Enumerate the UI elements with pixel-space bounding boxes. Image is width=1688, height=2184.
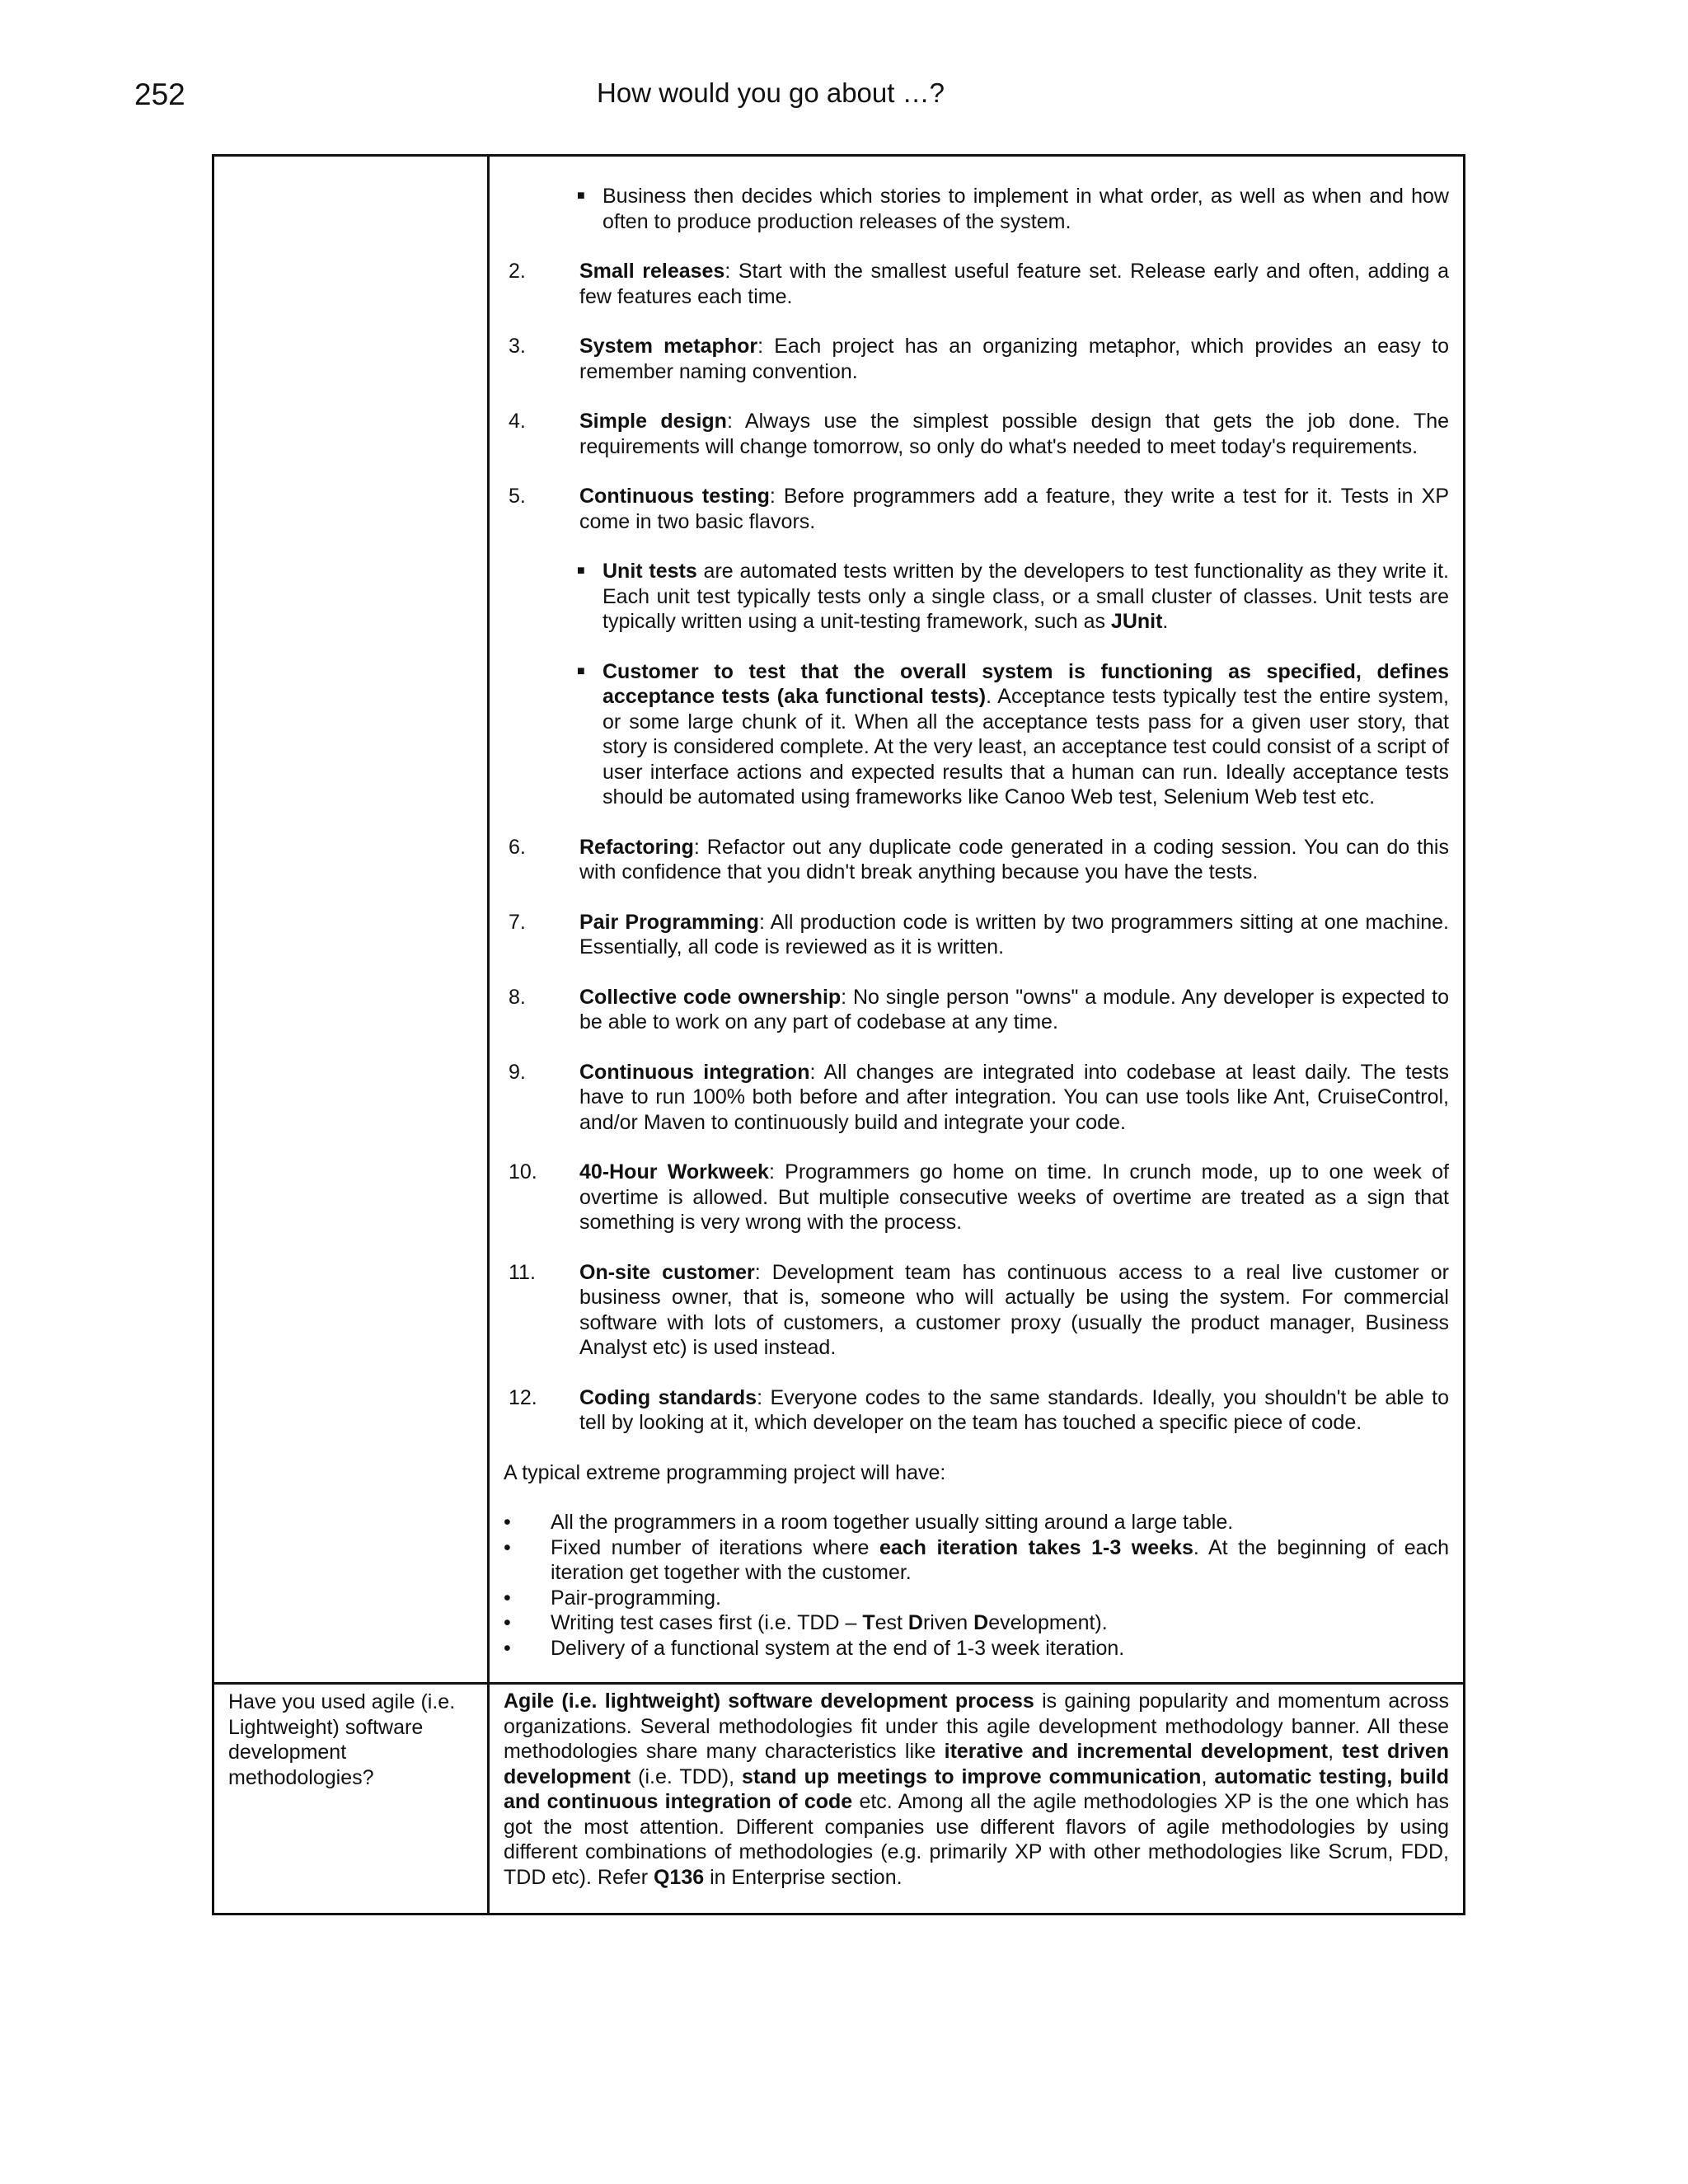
list-item: 11. On-site customer: Development team has continuous access to a real live customer or business owner, that is, someone who will actually be using the system. For commercial software with lots of customers, a customer proxy (usually the product manager, Business Analyst etc) is used instead.	[509, 1260, 1449, 1359]
list-item: 5. Continuous testing: Before programmers add a feature, they write a test for it. Tests in XP come in two basic flavors.	[509, 485, 1449, 533]
list-item: 8. Collective code ownership: No single person "owns" a module. Any developer is expected to be able to work on any part of codebase at any time.	[509, 985, 1449, 1033]
project-intro: A typical extreme programming project will have:	[504, 1460, 946, 1484]
list-item: • Writing test cases first (i.e. TDD – Test Driven Development).	[504, 1611, 1108, 1634]
list-item: 3. System metaphor: Each project has an organizing metaphor, which provides an easy to remember naming convention.	[509, 335, 1449, 383]
agile-answer: Agile (i.e. lightweight) software development process is gaining popularity and momentum across organizations. Several methodologies fit under this agile development methodology banner. All these methodologies share many characteristics like iterative and incremental development, test driven development (i.e. TDD), stand up meetings to improve communication, automatic testing, build and continuous integration of code etc. Among all the agile methodologies XP is the one which has got the most attention. Different companies use different flavors of agile methodologies by using different combinations of methodologies (e.g. primarily XP with other methodologies like Scrum, FDD, TDD etc). Refer Q136 in Enterprise section.	[504, 1690, 1450, 1889]
list-item: • Pair-programming.	[504, 1586, 722, 1610]
bullet-icon: •	[504, 1586, 511, 1610]
bullet-icon: •	[504, 1535, 511, 1559]
list-item: • All the programmers in a room together usually sitting around a large table.	[504, 1511, 1234, 1534]
bullet-icon: •	[504, 1511, 511, 1534]
qa-table	[212, 154, 1465, 1915]
list-item: 12. Coding standards: Everyone codes to the same standards. Ideally, you shouldn't be able to tell by looking at it, which developer on the team has touched a specific piece of code.	[509, 1385, 1449, 1434]
bullet-icon: •	[504, 1636, 511, 1660]
list-item: 9. Continuous integration: All changes are integrated into codebase at least daily. The tests have to run 100% both before and after integration. You can use tools like Ant, CruiseControl, and/or Maven to continuously build and integrate your code.	[509, 1060, 1450, 1134]
answer-cell	[489, 156, 1465, 1684]
table-row	[213, 1684, 1465, 1915]
running-title: How would you go about …?	[597, 77, 945, 108]
list-item: ■ Unit tests are automated tests written by the developers to test functionality as they write it. Each unit test typically tests only a single class, or a small cluster of classes. Unit tests are typically written using a unit-testing framework, such as JUnit.	[577, 560, 1449, 633]
list-item: 6. Refactoring: Refactor out any duplicate code generated in a coding session. You can do this with confidence that you didn't break anything because you have the tests.	[509, 835, 1449, 883]
question-cell: Have you used agile (i.e. Lightweight) software development methodologies?	[213, 1684, 489, 1915]
square-bullet-icon: ■	[577, 663, 585, 678]
list-item: ■ Customer to test that the overall system is functioning as specified, defines acceptance tests (aka functional tests). Acceptance tests typically test the entire system, or some large chunk of it. When all the acceptance tests pass for a given user story, that story is considered complete. At the very least, an acceptance test could consist of a script of user interface actions and expected results that a human can run. Ideally acceptance tests should be automated using frameworks like Canoo Web test, Selenium Web test etc.	[577, 659, 1449, 808]
list-item: • Delivery of a functional system at the end of 1-3 week iteration.	[504, 1636, 1125, 1660]
list-item: • Fixed number of iterations where each iteration takes 1-3 weeks. At the beginning of each iteration get together with the customer.	[504, 1535, 1449, 1584]
square-bullet-icon: ■	[577, 189, 585, 203]
list-item: ■ Business then decides which stories to implement in what order, as well as when and how often to produce production releases of the system.	[577, 185, 1449, 233]
list-item: 10. 40-Hour Workweek: Programmers go home on time. In crunch mode, up to one week of overtime is allowed. But multiple consecutive weeks of overtime are treated as a sign that something is very wrong with the process.	[509, 1160, 1450, 1234]
square-bullet-icon: ■	[577, 564, 585, 578]
list-item: 2. Small releases: Start with the smallest useful feature set. Release early and often, adding a few features each time.	[509, 260, 1449, 308]
list-item: 4. Simple design: Always use the simplest possible design that gets the job done. The requirements will change tomorrow, so only do what's needed to meet today's requirements.	[509, 410, 1450, 458]
bullet-icon: •	[504, 1611, 511, 1634]
page-number: 252	[134, 77, 185, 111]
table-row	[213, 156, 1465, 1684]
answer-cell	[489, 1684, 1465, 1915]
question-cell	[213, 156, 489, 1684]
list-item: 7. Pair Programming: All production code is written by two programmers sitting at one machine. Essentially, all code is reviewed as it is written.	[509, 910, 1449, 958]
